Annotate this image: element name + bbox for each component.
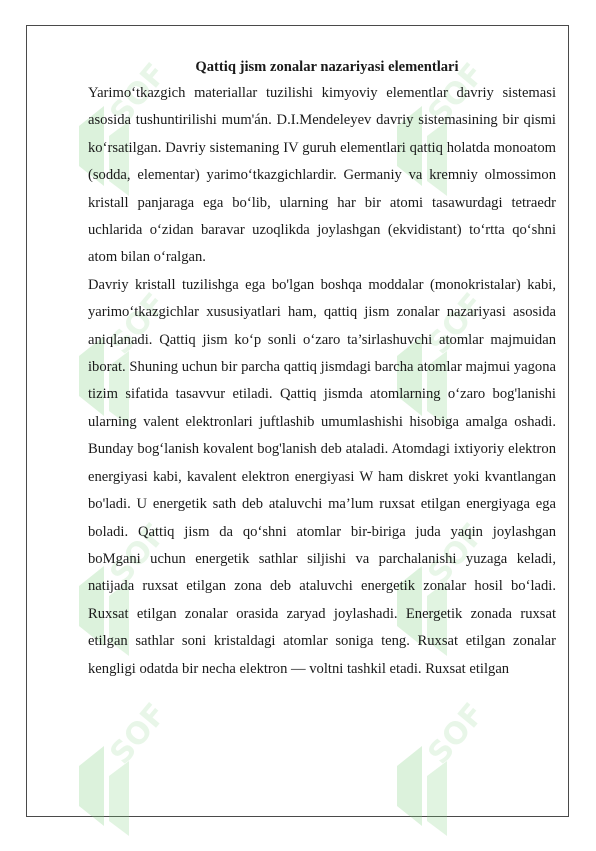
svg-text:SOF: SOF <box>103 696 174 772</box>
svg-text:SOF: SOF <box>103 516 174 592</box>
svg-text:SOF: SOF <box>421 516 492 592</box>
document-body <box>88 54 556 683</box>
document-title: Qattiq jism zonalar nazariyasi elementlari <box>195 59 459 75</box>
svg-text:SOF: SOF <box>421 286 492 362</box>
svg-text:SOF: SOF <box>103 286 174 362</box>
watermark-logo <box>69 696 174 846</box>
paragraph-1: Yarimo‘tkazgich materiallar tuzilishi kimyoviy elementlar davriy sistemasi asosida tushuntirilishi mum'án. D.I.Mendeleyev davriy sistemasining bir qismi ko‘rsatilgan. Davriy sistemaning IV guruh elementlari qattiq holatda monoatom (sodda, elementar) yarimo‘tkazgichlardir. Germaniy va kremniy olmossimon kristall panjaraga ega bo‘lib, ularning har bir atomi tasawurdagi tetraedr uchlarida o‘zidan baravar uzoqlikda joylashgan (ekvidistant) to‘rtta qo‘shni atom bilan o‘ralgan. <box>88 85 556 266</box>
paragraph-2: Davriy kristall tuzilishga ega bo'lgan boshqa moddalar (monokristalar) kabi, yarimo‘tkazgichlar xususiyatlari ham, qattiq jism zonalar nazariyasi asosida aniqlanadi. Qattiq jism ko‘p sonli o‘zaro ta’sirlashuvchi atomlar majmuidan iborat. Shuning uchun bir parcha qattiq jismdagi barcha atomlar majmui yagona tizim sifatida tasavvur etiladi. Qattiq jismda atomlarning o‘zaro bog'lanishi ularning valent elektronlari juftlashib umumlashishi hisobiga amalga oshadi. Bunday bog‘lanish kovalent bog'lanish deb ataladi. Atomdagi ixtiyoriy elektron energiyasi kabi, kavalent elektron energiyasi W ham diskret yoki kvantlangan bo'ladi. U energetik sath deb ataluvchi ma’lum ruxsat etilgan energiyaga ega boladi. Qattiq jism da qo‘shni atomlar bir-biriga juda yaqin joylashgan boMgani uchun energetik sathlar siljishi va parchalanishi yuzaga keladi, natijada ruxsat etilgan zona deb ataluvchi energetik zonalar hosil bo‘ladi. Ruxsat etilgan zonalar orasida zaryad joylashadi. Energetik zonada ruxsat etilgan sathlar soni kristaldagi atomlar soniga teng. Ruxsat etilgan zonalar kengligi odatda bir necha elektron — voltni tashkil etadi. Ruxsat etilgan <box>88 276 556 677</box>
watermark-logo <box>387 696 492 846</box>
svg-text:SOF: SOF <box>103 56 174 132</box>
svg-text:SOF: SOF <box>421 696 492 772</box>
svg-text:SOF: SOF <box>421 56 492 132</box>
